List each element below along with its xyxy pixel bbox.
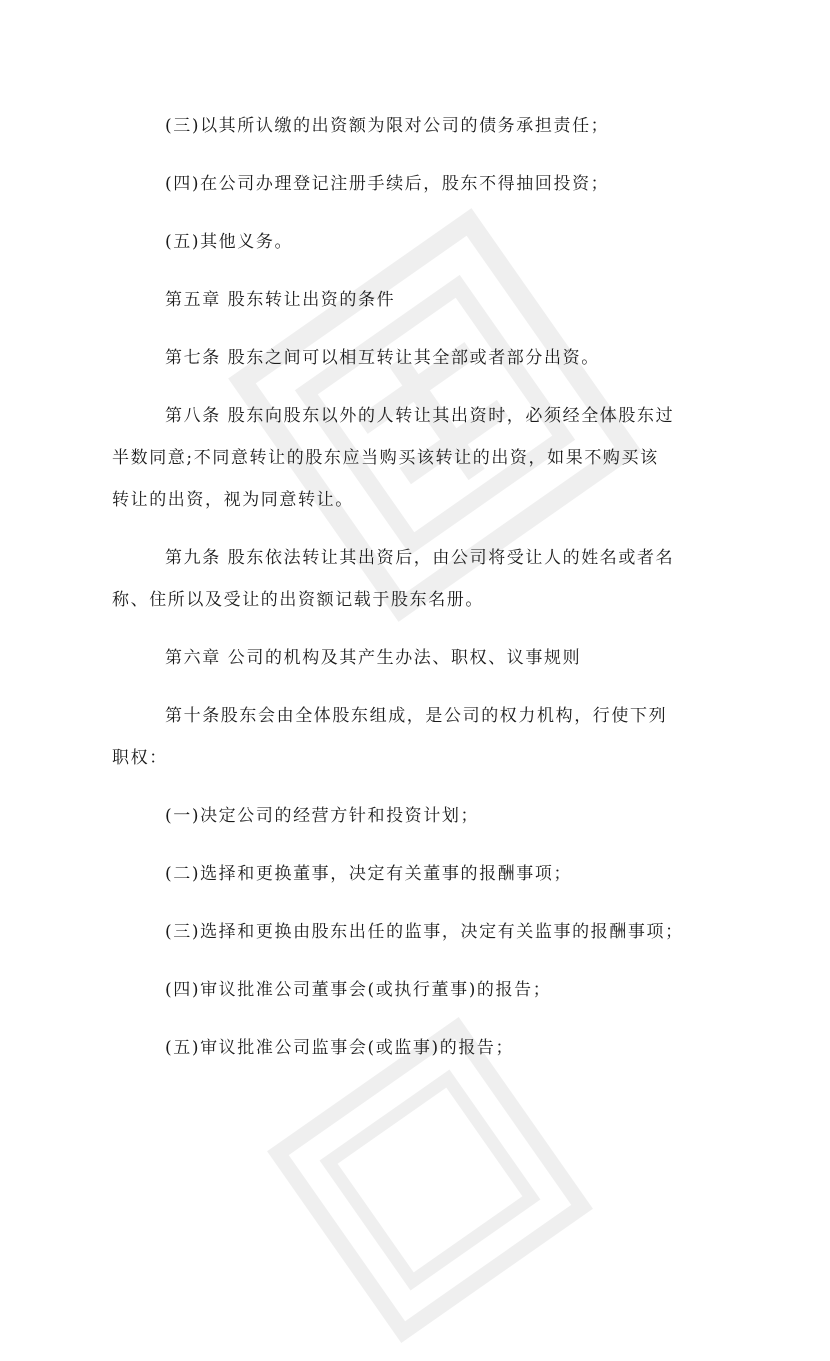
power-item-4: (四)审议批准公司董事会(或执行董事)的报告；	[165, 980, 552, 1000]
chapter-6-heading: 第六章 公司的机构及其产生办法、职权、议事规则	[165, 648, 582, 668]
article-8-line-1: 第八条 股东向股东以外的人转让其出资时，必须经全体股东过	[165, 406, 675, 426]
clause-item-4-no-withdrawal: (四)在公司办理登记注册手续后，股东不得抽回投资；	[165, 174, 610, 194]
power-item-1: (一)决定公司的经营方针和投资计划；	[165, 806, 480, 826]
article-9-line-1: 第九条 股东依法转让其出资后，由公司将受让人的姓名或者名	[165, 548, 675, 568]
clause-item-5-other-duties: (五)其他义务。	[165, 232, 294, 252]
chapter-5-heading: 第五章 股东转让出资的条件	[165, 290, 396, 310]
article-8-line-3: 转让的出资，视为同意转让。	[112, 490, 354, 510]
article-10-line-1: 第十条股东会由全体股东组成，是公司的权力机构，行使下列	[165, 706, 668, 726]
article-7: 第七条 股东之间可以相互转让其全部或者部分出资。	[165, 348, 600, 368]
power-item-3: (三)选择和更换由股东出任的监事，决定有关监事的报酬事项；	[165, 922, 684, 942]
clause-item-3-liability: (三)以其所认缴的出资额为限对公司的债务承担责任；	[165, 116, 610, 136]
article-10-line-2: 职权：	[112, 748, 168, 768]
article-8-line-2: 半数同意;不同意转让的股东应当购买该转让的出资，如果不购买该	[112, 448, 659, 468]
power-item-2: (二)选择和更换董事，决定有关董事的报酬事项；	[165, 864, 573, 884]
power-item-5: (五)审议批准公司监事会(或监事)的报告；	[165, 1038, 515, 1058]
article-9-line-2: 称、住所以及受让的出资额记载于股东名册。	[112, 590, 484, 610]
